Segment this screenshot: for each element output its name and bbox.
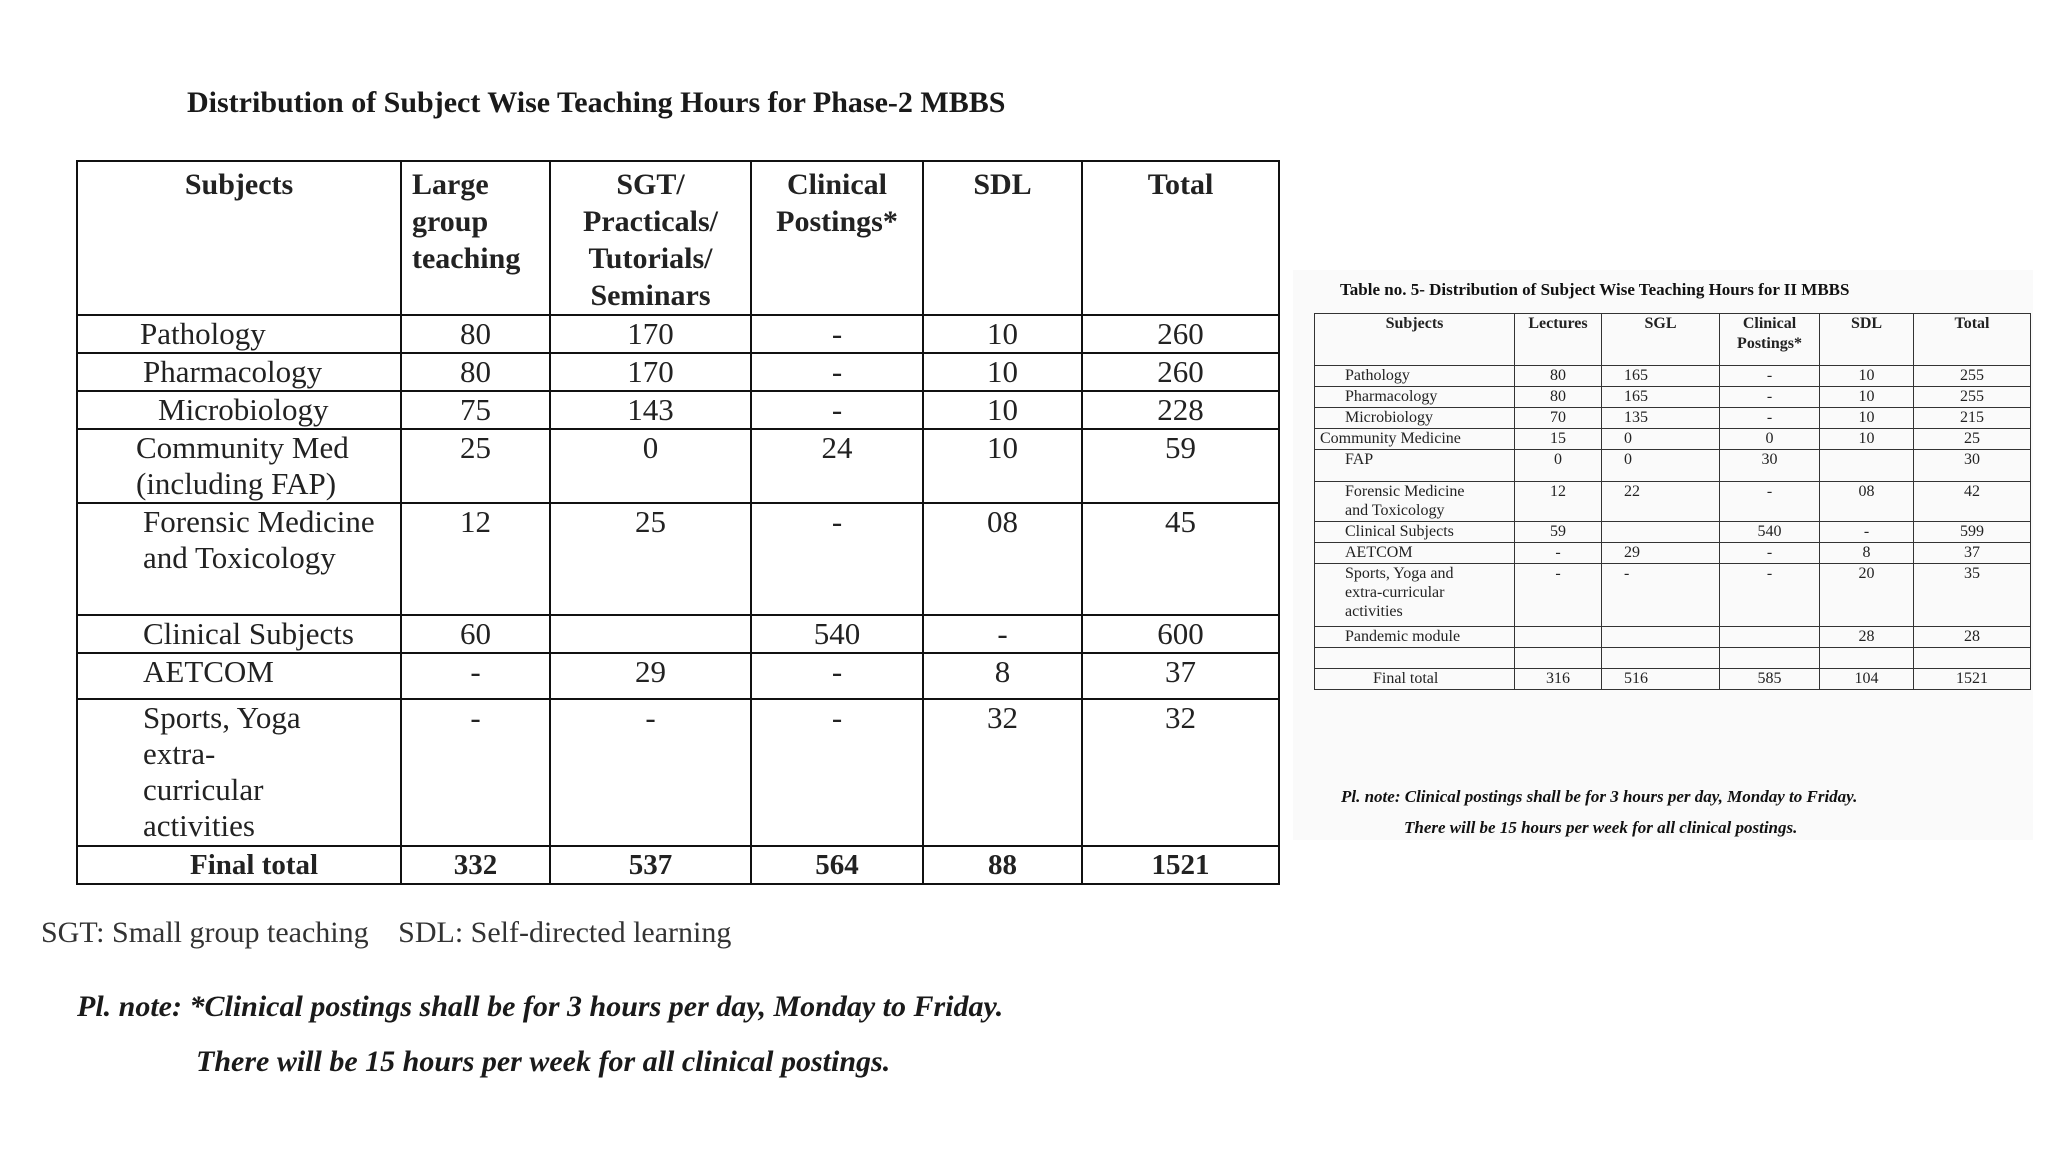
sdl-cell: 8 <box>1820 543 1914 564</box>
clinical-cell: - <box>1720 408 1820 429</box>
lectures-cell: 80 <box>1515 387 1602 408</box>
lectures-cell: 0 <box>1515 450 1602 482</box>
sdl-cell <box>1820 648 1914 669</box>
subject-cell <box>1315 366 1515 387</box>
total-cell: 42 <box>1914 482 2031 522</box>
note-line-2: There will be 15 hours per week for all clinical postings. <box>196 1045 891 1078</box>
subject-line: and Toxicology <box>1345 502 1445 519</box>
lectures-cell <box>1515 648 1602 669</box>
final-sgt-cell: 537 <box>550 846 751 884</box>
table-row <box>77 353 1279 391</box>
clinical-cell: - <box>1720 366 1820 387</box>
subject-line: activities <box>143 808 255 843</box>
large-cell: 80 <box>401 315 550 353</box>
sdl-cell: - <box>923 615 1082 653</box>
final-clinical-cell: 564 <box>751 846 923 884</box>
header-total: Total <box>1082 161 1279 315</box>
subject-cell <box>1315 648 1515 669</box>
subject-line: Pandemic module <box>1345 628 1461 645</box>
header-line: Seminars <box>590 279 711 312</box>
header-line: Clinical <box>1742 315 1797 332</box>
header-clinical-postings <box>1720 314 1820 366</box>
header-line: Postings* <box>776 205 898 238</box>
subject-line: and Toxicology <box>143 540 336 575</box>
phase2-hours-table <box>76 160 1280 885</box>
header-lectures: Lectures <box>1515 314 1602 366</box>
sgl-cell <box>1602 627 1720 648</box>
final-lectures-cell: 316 <box>1515 669 1602 690</box>
sgt-cell: 170 <box>550 315 751 353</box>
clinical-cell: - <box>751 699 923 846</box>
sgt-cell: 25 <box>550 503 751 615</box>
table-row <box>77 699 1279 846</box>
header-line: Large <box>412 168 489 201</box>
subject-cell <box>77 391 401 429</box>
subject-line: Pathology <box>1345 367 1410 384</box>
sgt-cell: 0 <box>550 429 751 503</box>
final-clinical-cell: 585 <box>1720 669 1820 690</box>
large-cell: 60 <box>401 615 550 653</box>
header-line: group <box>412 205 489 238</box>
subject-cell <box>1315 408 1515 429</box>
sdl-cell: 8 <box>923 653 1082 699</box>
table-row <box>1315 522 2031 543</box>
table-row <box>1315 450 2031 482</box>
total-cell: 32 <box>1082 699 1279 846</box>
final-large-cell: 332 <box>401 846 550 884</box>
sdl-cell: 10 <box>923 429 1082 503</box>
large-cell: 25 <box>401 429 550 503</box>
lectures-cell: 15 <box>1515 429 1602 450</box>
sgl-cell: - <box>1602 564 1720 627</box>
total-cell: 599 <box>1914 522 2031 543</box>
lectures-cell: 80 <box>1515 366 1602 387</box>
sgt-cell: 143 <box>550 391 751 429</box>
header-line: SGT/ <box>616 168 685 201</box>
header-total: Total <box>1914 314 2031 366</box>
table-row <box>77 653 1279 699</box>
subject-cell <box>77 315 401 353</box>
ii-mbbs-hours-table <box>1314 313 2031 690</box>
subject-line: Clinical Subjects <box>1345 523 1454 540</box>
lectures-cell <box>1515 627 1602 648</box>
final-total-cell: 1521 <box>1082 846 1279 884</box>
total-cell: 45 <box>1082 503 1279 615</box>
table-row <box>1315 482 2031 522</box>
sdl-cell: 10 <box>1820 408 1914 429</box>
sgl-cell <box>1602 648 1720 669</box>
subject-cell <box>1315 543 1515 564</box>
subject-line: Microbiology <box>158 392 329 427</box>
header-large-group-teaching <box>401 161 550 315</box>
subject-line: FAP <box>1345 451 1374 468</box>
sgl-cell: 165 <box>1602 387 1720 408</box>
subject-cell <box>1315 429 1515 450</box>
clinical-cell: 540 <box>1720 522 1820 543</box>
lectures-cell: 70 <box>1515 408 1602 429</box>
table-row <box>1315 648 2031 669</box>
total-cell: 215 <box>1914 408 2031 429</box>
table-row <box>77 503 1279 615</box>
total-cell: 255 <box>1914 366 2031 387</box>
final-total-row <box>77 846 1279 884</box>
total-cell: 260 <box>1082 315 1279 353</box>
legend-sdl: SDL: Self-directed learning <box>398 916 732 949</box>
subject-line: extra-curricular <box>1345 584 1445 601</box>
total-cell: 59 <box>1082 429 1279 503</box>
sgt-cell: - <box>550 699 751 846</box>
subject-line: Pharmacology <box>1345 388 1438 405</box>
total-cell: 30 <box>1914 450 2031 482</box>
sgl-cell: 165 <box>1602 366 1720 387</box>
subject-cell <box>77 503 401 615</box>
lectures-cell: - <box>1515 543 1602 564</box>
subject-cell <box>1315 522 1515 543</box>
clinical-cell: - <box>751 315 923 353</box>
subject-line: activities <box>1345 603 1403 620</box>
sgl-cell: 22 <box>1602 482 1720 522</box>
header-sdl: SDL <box>923 161 1082 315</box>
final-sdl-cell: 88 <box>923 846 1082 884</box>
header-clinical-postings <box>751 161 923 315</box>
clinical-cell: - <box>1720 482 1820 522</box>
lectures-cell: - <box>1515 564 1602 627</box>
total-cell: 37 <box>1914 543 2031 564</box>
clinical-cell: 540 <box>751 615 923 653</box>
lectures-cell: 12 <box>1515 482 1602 522</box>
large-cell: 12 <box>401 503 550 615</box>
total-cell: 260 <box>1082 353 1279 391</box>
total-cell <box>1914 648 2031 669</box>
legend-sgt: SGT: Small group teaching <box>41 916 369 949</box>
abbreviation-legend <box>41 916 731 950</box>
subject-line: Pathology <box>140 316 266 351</box>
clinical-cell: - <box>751 391 923 429</box>
total-cell: 37 <box>1082 653 1279 699</box>
header-line: Postings* <box>1737 335 1802 352</box>
final-total-row <box>1315 669 2031 690</box>
sdl-cell <box>1820 450 1914 482</box>
sdl-cell: 10 <box>1820 366 1914 387</box>
table-row <box>1315 429 2031 450</box>
header-subjects: Subjects <box>1315 314 1515 366</box>
table-row <box>77 615 1279 653</box>
sgl-cell: 0 <box>1602 450 1720 482</box>
clinical-cell: - <box>1720 543 1820 564</box>
clinical-cell: - <box>1720 564 1820 627</box>
table-row <box>77 391 1279 429</box>
subject-line: AETCOM <box>1345 544 1413 561</box>
final-total-label: Final total <box>77 846 401 884</box>
table-header-row <box>77 161 1279 315</box>
final-sgl-cell: 516 <box>1602 669 1720 690</box>
clinical-cell: 24 <box>751 429 923 503</box>
sgl-cell: 135 <box>1602 408 1720 429</box>
sdl-cell: 10 <box>923 353 1082 391</box>
sdl-cell: 32 <box>923 699 1082 846</box>
clinical-cell <box>1720 648 1820 669</box>
subject-line: Sports, Yoga <box>143 700 301 735</box>
clinical-cell: 0 <box>1720 429 1820 450</box>
right-table-title: Table no. 5- Distribution of Subject Wise Teaching Hours for II MBBS <box>1340 280 1850 299</box>
clinical-cell: - <box>751 353 923 391</box>
clinical-cell <box>1720 627 1820 648</box>
header-line: Tutorials/ <box>588 242 713 275</box>
subject-line: (including FAP) <box>136 466 337 501</box>
clinical-cell: - <box>751 653 923 699</box>
subject-cell <box>77 653 401 699</box>
total-cell: 255 <box>1914 387 2031 408</box>
header-line: teaching <box>412 242 521 275</box>
left-table-title: Distribution of Subject Wise Teaching Hours for Phase-2 MBBS <box>187 86 1006 119</box>
sgt-cell <box>550 615 751 653</box>
table-row <box>77 429 1279 503</box>
sdl-cell: 20 <box>1820 564 1914 627</box>
large-cell: - <box>401 699 550 846</box>
total-cell: 28 <box>1914 627 2031 648</box>
sgl-cell <box>1602 522 1720 543</box>
lectures-cell: 59 <box>1515 522 1602 543</box>
clinical-cell: 30 <box>1720 450 1820 482</box>
subject-line: extra- <box>143 736 216 771</box>
subject-cell <box>1315 450 1515 482</box>
header-line: Clinical <box>786 168 887 201</box>
subject-cell <box>1315 482 1515 522</box>
sdl-cell: 10 <box>1820 429 1914 450</box>
subject-cell <box>77 429 401 503</box>
subject-cell <box>1315 627 1515 648</box>
table-body <box>1315 366 2031 690</box>
sdl-cell: 08 <box>1820 482 1914 522</box>
sdl-cell: 10 <box>923 391 1082 429</box>
total-cell: 600 <box>1082 615 1279 653</box>
table-body <box>77 315 1279 884</box>
table-row <box>1315 387 2031 408</box>
subject-line: Community Medicine <box>1320 430 1461 447</box>
subject-cell <box>77 615 401 653</box>
final-sdl-cell: 104 <box>1820 669 1914 690</box>
sgt-cell: 170 <box>550 353 751 391</box>
sgl-cell: 0 <box>1602 429 1720 450</box>
subject-line: AETCOM <box>143 654 274 689</box>
sdl-cell: 08 <box>923 503 1082 615</box>
subject-line: Community Med <box>136 430 349 465</box>
subject-line: Microbiology <box>1345 409 1433 426</box>
sgt-cell: 29 <box>550 653 751 699</box>
header-sdl: SDL <box>1820 314 1914 366</box>
header-sgt <box>550 161 751 315</box>
table-header-row <box>1315 314 2031 366</box>
sdl-cell: 28 <box>1820 627 1914 648</box>
table-row <box>1315 564 2031 627</box>
large-cell: 75 <box>401 391 550 429</box>
clinical-cell: - <box>1720 387 1820 408</box>
subject-line: Pharmacology <box>143 354 323 389</box>
table-row <box>77 315 1279 353</box>
sdl-cell: - <box>1820 522 1914 543</box>
total-cell: 228 <box>1082 391 1279 429</box>
subject-cell <box>77 353 401 391</box>
total-cell: 35 <box>1914 564 2031 627</box>
sdl-cell: 10 <box>923 315 1082 353</box>
subject-cell <box>77 699 401 846</box>
final-total-cell: 1521 <box>1914 669 2031 690</box>
header-sgl: SGL <box>1602 314 1720 366</box>
subject-cell <box>1315 387 1515 408</box>
note-line-1: Pl. note: Clinical postings shall be for 3 hours per day, Monday to Friday. <box>1341 787 1858 806</box>
large-cell: - <box>401 653 550 699</box>
note-line-2: There will be 15 hours per week for all clinical postings. <box>1404 818 1798 837</box>
table-row <box>1315 543 2031 564</box>
subject-line: Clinical Subjects <box>143 616 354 651</box>
header-line: Practicals/ <box>583 205 718 238</box>
clinical-cell: - <box>751 503 923 615</box>
table-row <box>1315 408 2031 429</box>
table-row <box>1315 627 2031 648</box>
sgl-cell: 29 <box>1602 543 1720 564</box>
note-line-1: Pl. note: *Clinical postings shall be for 3 hours per day, Monday to Friday. <box>77 990 1004 1023</box>
final-total-label: Final total <box>1315 669 1515 690</box>
large-cell: 80 <box>401 353 550 391</box>
subject-cell <box>1315 564 1515 627</box>
subject-line: Forensic Medicine <box>1345 483 1465 500</box>
table-row <box>1315 366 2031 387</box>
header-subjects: Subjects <box>77 161 401 315</box>
total-cell: 25 <box>1914 429 2031 450</box>
subject-line: curricular <box>143 772 264 807</box>
subject-line: Forensic Medicine <box>143 504 375 539</box>
sdl-cell: 10 <box>1820 387 1914 408</box>
subject-line: Sports, Yoga and <box>1345 565 1454 582</box>
